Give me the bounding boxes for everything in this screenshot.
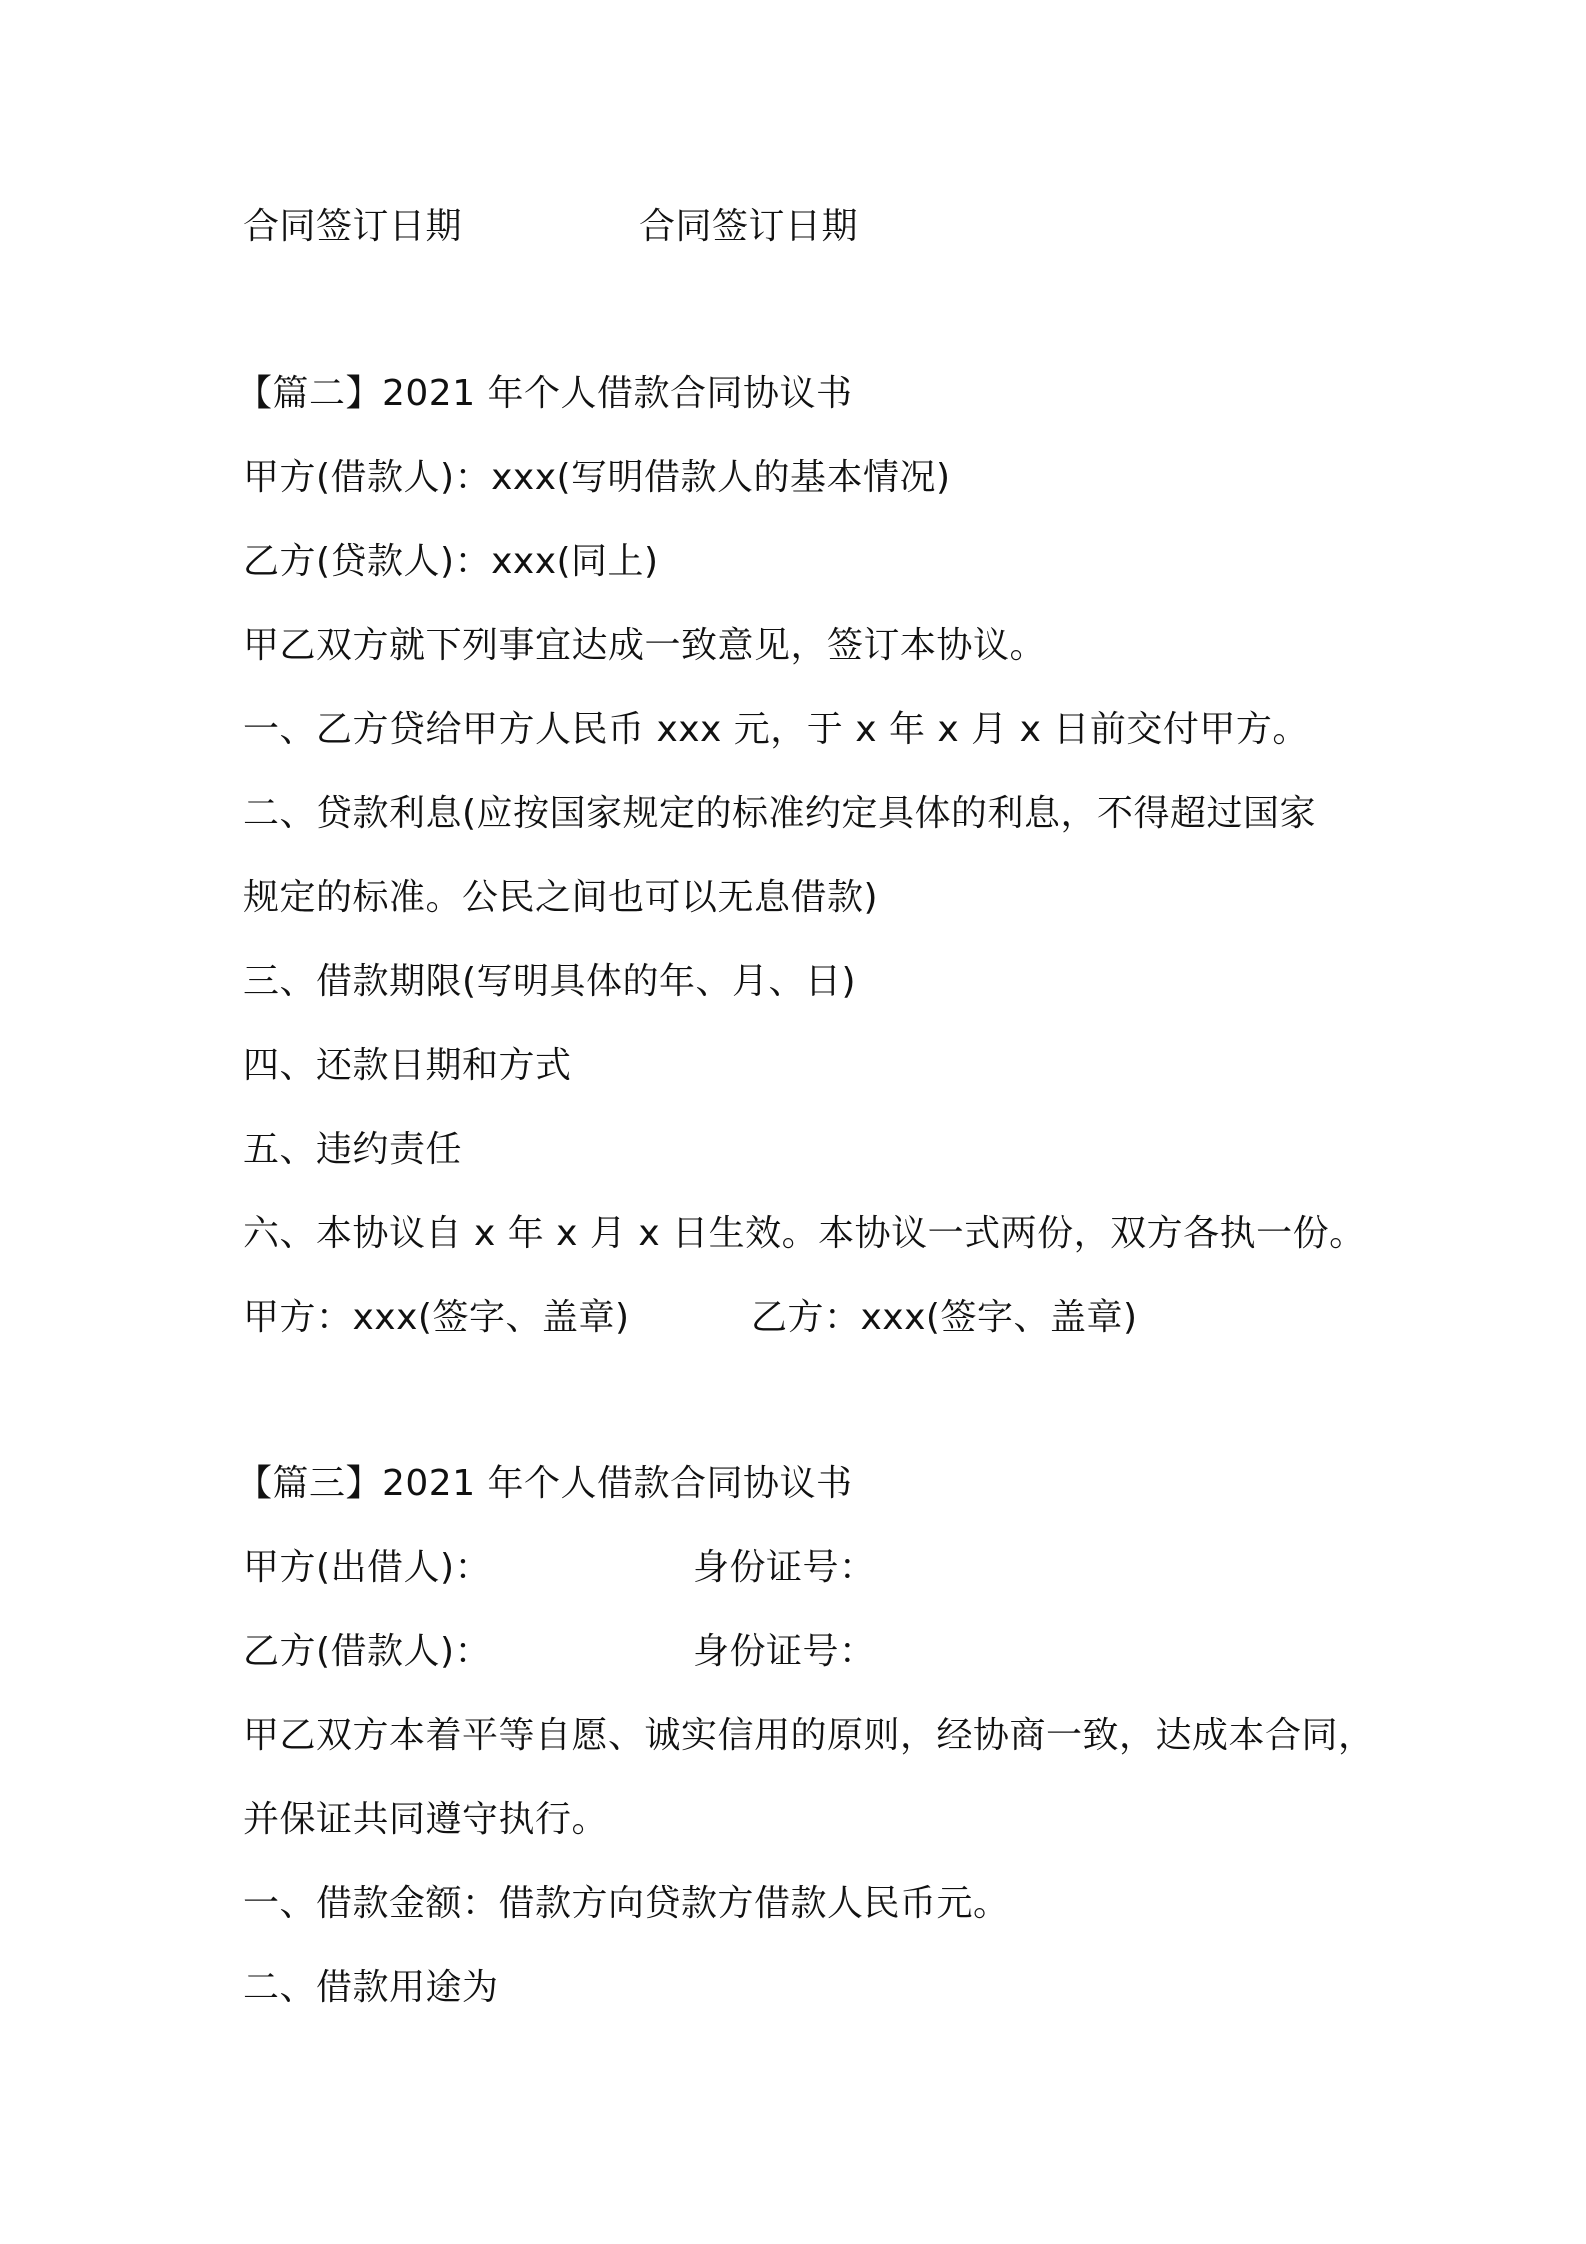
section-two-clause-2-line-2: 规定的标准。公民之间也可以无息借款) [243,877,879,918]
section-two-title: 【篇二】2021 年个人借款合同协议书 [236,373,853,414]
section-two-signature-b: 乙方：xxx(签字、盖章) [751,1297,1138,1338]
section-two-clause-5: 五、违约责任 [243,1129,463,1170]
section-two-clause-4: 四、还款日期和方式 [243,1045,572,1086]
signing-date-label-left: 合同签订日期 [243,206,463,247]
section-two-party-a: 甲方(借款人)：xxx(写明借款人的基本情况) [243,457,951,498]
section-three-intro-line-2: 并保证共同遵守执行。 [243,1799,609,1840]
section-two-intro: 甲乙双方就下列事宜达成一致意见，签订本协议。 [243,625,1047,666]
section-three-party-b-label: 乙方(借款人)： [243,1631,492,1672]
section-three-party-b-id-label: 身份证号： [693,1631,876,1672]
signing-date-label-right: 合同签订日期 [639,206,859,247]
signing-date-row [243,205,859,249]
section-two-signature-a: 甲方：xxx(签字、盖章) [243,1297,630,1338]
section-two-clause-2-line-1: 二、贷款利息(应按国家规定的标准约定具体的利息，不得超过国家 [243,793,1317,834]
section-two-party-b: 乙方(贷款人)：xxx(同上) [243,541,659,582]
section-three-party-a-label: 甲方(出借人)： [243,1547,492,1588]
section-three-intro-line-1: 甲乙双方本着平等自愿、诚实信用的原则，经协商一致，达成本合同， [243,1715,1375,1756]
section-three-party-b-row [243,1630,876,1674]
section-three-party-a-row [243,1546,876,1590]
section-two-clause-6: 六、本协议自 x 年 x 月 x 日生效。本协议一式两份，双方各执一份。 [243,1213,1366,1254]
section-three-title: 【篇三】2021 年个人借款合同协议书 [236,1463,853,1504]
section-two-clause-1: 一、乙方贷给甲方人民币 xxx 元，于 x 年 x 月 x 日前交付甲方。 [243,709,1309,750]
section-three-clause-1: 一、借款金额：借款方向贷款方借款人民币元。 [243,1883,1010,1924]
section-two-signature-row [243,1296,1138,1340]
section-three-clause-2: 二、借款用途为 [243,1967,499,2008]
section-two-clause-3: 三、借款期限(写明具体的年、月、日) [243,961,857,1002]
section-three-party-a-id-label: 身份证号： [693,1547,876,1588]
